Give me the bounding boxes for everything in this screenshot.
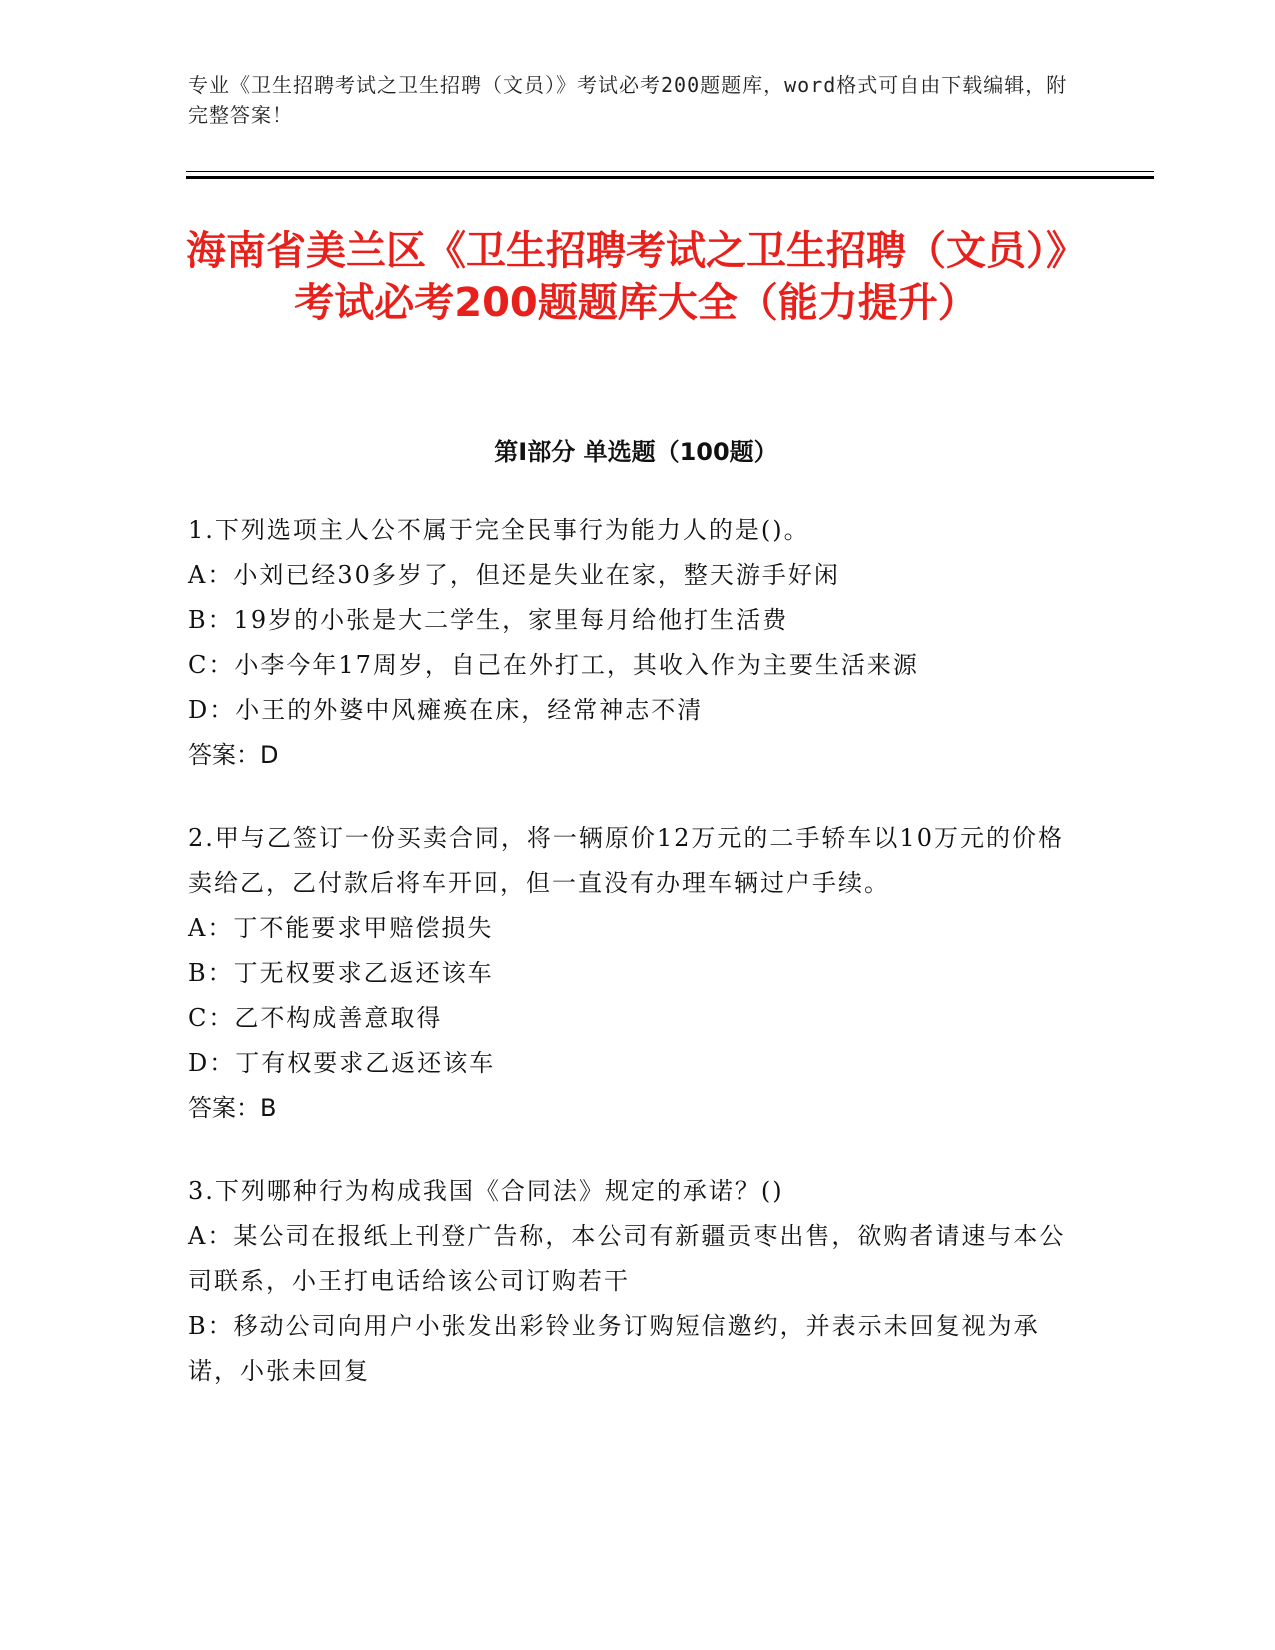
option-b: B：19岁的小张是大二学生，家里每月给他打生活费 [188,606,789,634]
question-stem: 1.下列选项主人公不属于完全民事行为能力人的是()。 [188,516,810,544]
option-b: B：丁无权要求乙返还该车 [188,959,494,987]
question-1 [188,508,1068,778]
option-a: A：丁不能要求甲赔偿损失 [188,914,494,942]
question-list [188,508,1068,1432]
option-d: D：小王的外婆中风瘫痪在床，经常神志不清 [188,696,704,724]
header-rule-thick [186,176,1154,179]
question-stem: 3.下列哪种行为构成我国《合同法》规定的承诺？() [188,1177,784,1205]
document-title: 海南省美兰区《卫生招聘考试之卫生招聘（文员）》考试必考200题题库大全（能力提升） [186,228,1086,326]
answer: 答案：D [188,741,279,769]
question-2 [188,816,1068,1131]
option-c: C：乙不构成善意取得 [188,1004,443,1032]
option-d: D：丁有权要求乙返还该车 [188,1049,496,1077]
question-stem: 2.甲与乙签订一份买卖合同，将一辆原价12万元的二手轿车以10万元的价格卖给乙，乙付款后将车开回，但一直没有办理车辆过户手续。 [188,824,1064,897]
section-title: 第I部分 单选题（100题） [494,438,778,466]
question-3 [188,1169,1068,1394]
option-a: A：某公司在报纸上刊登广告称，本公司有新疆贡枣出售，欲购者请速与本公司联系，小王打电话给该公司订购若干 [188,1222,1066,1295]
answer: 答案：B [188,1094,277,1122]
option-a: A：小刘已经30多岁了，但还是失业在家，整天游手好闲 [188,561,840,589]
option-c: C：小李今年17周岁，自己在外打工，其收入作为主要生活来源 [188,651,919,679]
header-rule-thin [186,171,1154,172]
option-b: B：移动公司向用户小张发出彩铃业务订购短信邀约，并表示未回复视为承诺，小张未回复 [188,1312,1040,1385]
header-note: 专业《卫生招聘考试之卫生招聘（文员）》考试必考200题题库，word格式可自由下载编辑，附完整答案！ [188,73,1068,127]
